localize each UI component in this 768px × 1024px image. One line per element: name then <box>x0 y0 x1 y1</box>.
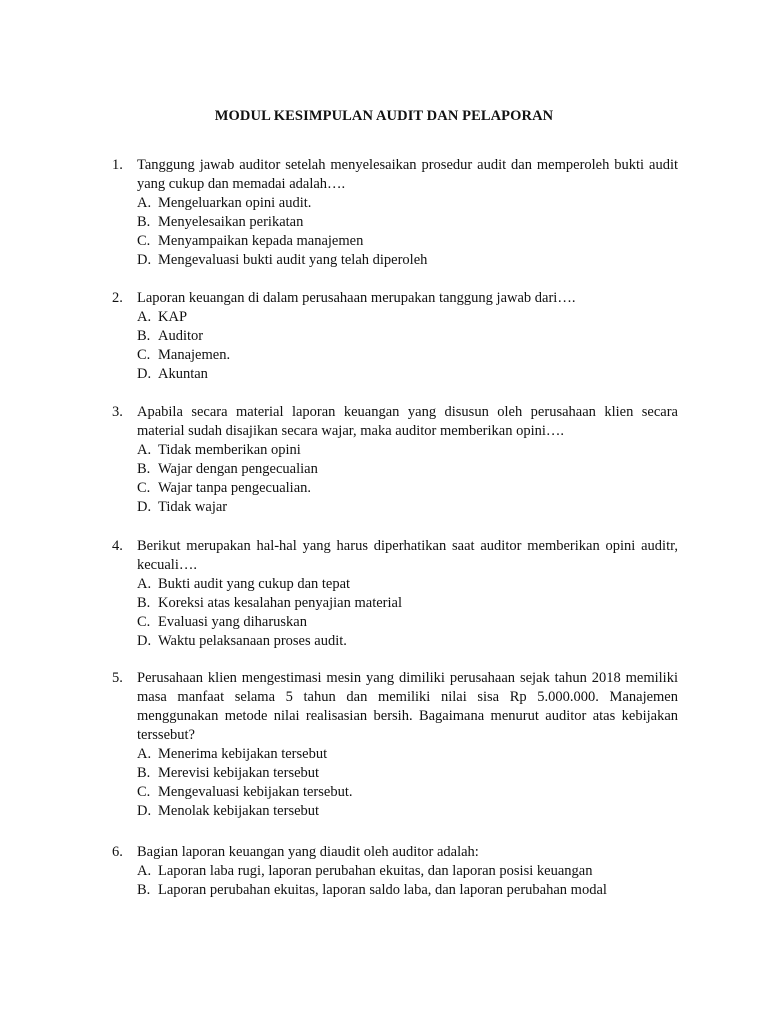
option-letter: B. <box>137 461 151 477</box>
option-text: Wajar tanpa pengecualian. <box>158 480 312 496</box>
option-letter: B. <box>137 882 151 898</box>
question-text: Laporan keuangan di dalam perusahaan merupakan tanggung jawab dari…. <box>137 290 576 306</box>
question-3 <box>112 403 678 517</box>
question-text: Tanggung jawab auditor setelah menyelesaikan prosedur audit dan memperoleh bukti audit yang cukup dan memadai adalah…. <box>137 157 678 192</box>
option-list <box>137 745 678 821</box>
option-list <box>137 194 678 270</box>
option-text: KAP <box>158 309 188 325</box>
option-c <box>137 479 678 498</box>
option-text: Tidak wajar <box>158 499 228 515</box>
option-c <box>137 346 678 365</box>
option-list <box>137 862 678 900</box>
option-letter: A. <box>137 863 152 879</box>
option-letter: C. <box>137 233 151 249</box>
option-letter: A. <box>137 442 152 458</box>
option-c <box>137 613 678 632</box>
option-letter: D. <box>137 499 152 515</box>
question-number: 5. <box>112 670 123 686</box>
option-text: Menyampaikan kepada manajemen <box>158 233 364 249</box>
option-text: Menolak kebijakan tersebut <box>158 803 320 819</box>
option-text: Koreksi atas kesalahan penyajian material <box>158 595 402 611</box>
option-list <box>137 308 678 384</box>
question-number: 2. <box>112 290 123 306</box>
option-text: Laporan perubahan ekuitas, laporan saldo laba, dan laporan perubahan modal <box>158 882 607 898</box>
option-letter: B. <box>137 214 151 230</box>
option-letter: B. <box>137 328 151 344</box>
option-text: Merevisi kebijakan tersebut <box>158 765 320 781</box>
question-text: Berikut merupakan hal-hal yang harus diperhatikan saat auditor memberikan opini auditr, kecuali…. <box>137 538 678 573</box>
question-6 <box>112 843 678 900</box>
option-c <box>137 232 678 251</box>
option-letter: C. <box>137 614 151 630</box>
option-b <box>137 460 678 479</box>
option-b <box>137 764 678 783</box>
option-text: Menyelesaikan perikatan <box>158 214 304 230</box>
option-b <box>137 327 678 346</box>
option-a <box>137 308 678 327</box>
question-text: Bagian laporan keuangan yang diaudit oleh auditor adalah: <box>137 844 479 860</box>
option-d <box>137 802 678 821</box>
document-title: MODUL KESIMPULAN AUDIT DAN PELAPORAN <box>214 108 554 124</box>
option-text: Waktu pelaksanaan proses audit. <box>158 633 347 649</box>
option-text: Tidak memberikan opini <box>158 442 301 458</box>
option-d <box>137 498 678 517</box>
option-letter: D. <box>137 252 152 268</box>
question-text: Perusahaan klien mengestimasi mesin yang dimiliki perusahaan sejak tahun 2018 memiliki masa manfaat selama 5 tahun dan memiliki nilai sisa Rp 5.000.000. Manajemen menggunakan metode nilai realisasian bersih. Bagaimana menurut auditor atas kebijakan terssebut? <box>137 670 678 743</box>
question-number: 4. <box>112 538 123 554</box>
question-4 <box>112 537 678 651</box>
option-text: Akuntan <box>158 366 208 382</box>
option-text: Manajemen. <box>158 347 231 363</box>
option-list <box>137 441 678 517</box>
option-text: Menerima kebijakan tersebut <box>158 746 328 762</box>
option-d <box>137 632 678 651</box>
question-2 <box>112 289 678 384</box>
option-b <box>137 594 678 613</box>
option-b <box>137 881 678 900</box>
option-letter: A. <box>137 746 152 762</box>
question-1 <box>112 156 678 270</box>
option-letter: B. <box>137 595 151 611</box>
option-text: Wajar dengan pengecualian <box>158 461 318 477</box>
option-text: Auditor <box>158 328 204 344</box>
option-a <box>137 745 678 764</box>
option-text: Mengeluarkan opini audit. <box>158 195 312 211</box>
question-number: 3. <box>112 404 123 420</box>
option-text: Mengevaluasi bukti audit yang telah diperoleh <box>158 252 428 268</box>
option-text: Laporan laba rugi, laporan perubahan ekuitas, dan laporan posisi keuangan <box>158 863 593 879</box>
option-b <box>137 213 678 232</box>
option-d <box>137 365 678 384</box>
option-list <box>137 575 678 651</box>
option-letter: D. <box>137 633 152 649</box>
option-a <box>137 194 678 213</box>
option-d <box>137 251 678 270</box>
option-text: Evaluasi yang diharuskan <box>158 614 307 630</box>
question-number: 6. <box>112 844 123 860</box>
option-letter: B. <box>137 765 151 781</box>
question-5 <box>112 669 678 821</box>
question-text: Apabila secara material laporan keuangan yang disusun oleh perusahaan klien secara material sudah disajikan secara wajar, maka auditor memberikan opini…. <box>137 404 678 439</box>
option-a <box>137 441 678 460</box>
option-letter: C. <box>137 480 151 496</box>
option-letter: A. <box>137 309 152 325</box>
option-a <box>137 575 678 594</box>
option-a <box>137 862 678 881</box>
question-number: 1. <box>112 157 123 173</box>
option-letter: D. <box>137 366 152 382</box>
option-letter: D. <box>137 803 152 819</box>
option-letter: A. <box>137 195 152 211</box>
option-c <box>137 783 678 802</box>
option-letter: A. <box>137 576 152 592</box>
option-text: Bukti audit yang cukup dan tepat <box>158 576 351 592</box>
option-letter: C. <box>137 784 151 800</box>
option-letter: C. <box>137 347 151 363</box>
option-text: Mengevaluasi kebijakan tersebut. <box>158 784 353 800</box>
